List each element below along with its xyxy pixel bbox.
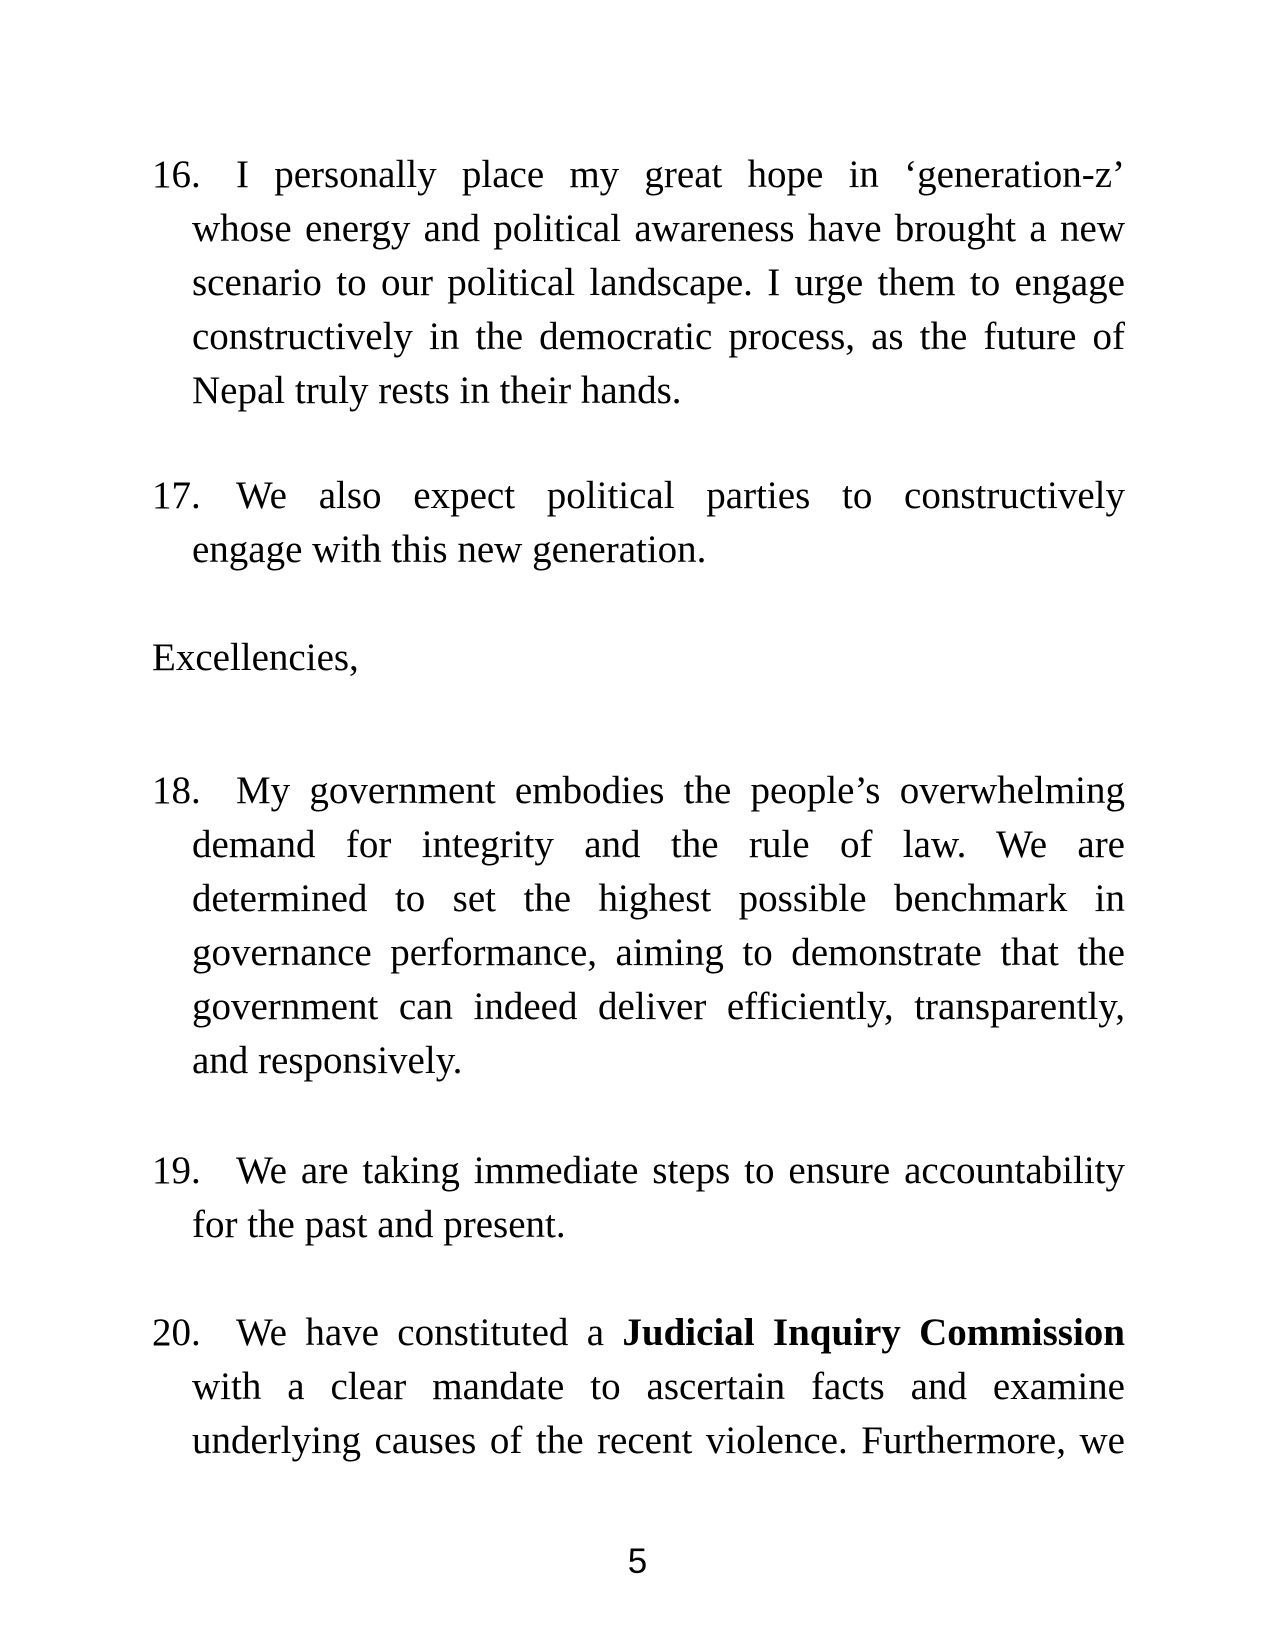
text-line: whose energy and political awareness have brought a new: [192, 207, 1125, 250]
text-line: engage with this new generation.: [192, 528, 707, 571]
bold-text: Judicial Inquiry Commission: [622, 1311, 1125, 1354]
paragraph-20: [152, 1306, 1125, 1468]
text-line: [152, 1144, 1125, 1198]
text-line: [152, 764, 1125, 818]
text-line: [152, 469, 1125, 523]
text-line: governance performance, aiming to demonstrate that the: [192, 931, 1125, 974]
list-number: 20.: [152, 1311, 201, 1354]
page-number: 5: [627, 1542, 648, 1581]
paragraph-17: [152, 469, 1125, 577]
salutation: Excellencies,: [152, 636, 359, 679]
text-line: government can indeed deliver efficiently, transparently,: [192, 985, 1125, 1028]
list-number: 16.: [152, 153, 201, 196]
text-run: We have constituted a: [236, 1311, 623, 1354]
paragraph-16: [152, 148, 1125, 418]
text-line: [152, 148, 1125, 202]
list-number: 17.: [152, 474, 201, 517]
text-line: for the past and present.: [192, 1203, 566, 1246]
text-line: with a clear mandate to ascertain facts and examine: [192, 1365, 1125, 1408]
text-line: scenario to our political landscape. I urge them to engage: [192, 261, 1125, 304]
text-line: demand for integrity and the rule of law. We are: [192, 823, 1125, 866]
text-run: I personally place my great hope in ‘generation-z’: [236, 153, 1125, 196]
list-number: 19.: [152, 1149, 201, 1192]
text-run: My government embodies the people’s overwhelming: [236, 769, 1125, 812]
text-line: underlying causes of the recent violence. Furthermore, we: [192, 1419, 1125, 1462]
text-line: determined to set the highest possible benchmark in: [192, 877, 1125, 920]
text-line: and responsively.: [192, 1039, 463, 1082]
paragraph-18: [152, 764, 1125, 1088]
text-line: [152, 1306, 1125, 1360]
text-line: constructively in the democratic process, as the future of: [192, 315, 1125, 358]
list-number: 18.: [152, 769, 201, 812]
text-run: We also expect political parties to constructively: [236, 474, 1125, 517]
text-line: Nepal truly rests in their hands.: [192, 369, 682, 412]
paragraph-19: [152, 1144, 1125, 1252]
text-run: We are taking immediate steps to ensure accountability: [236, 1149, 1125, 1192]
